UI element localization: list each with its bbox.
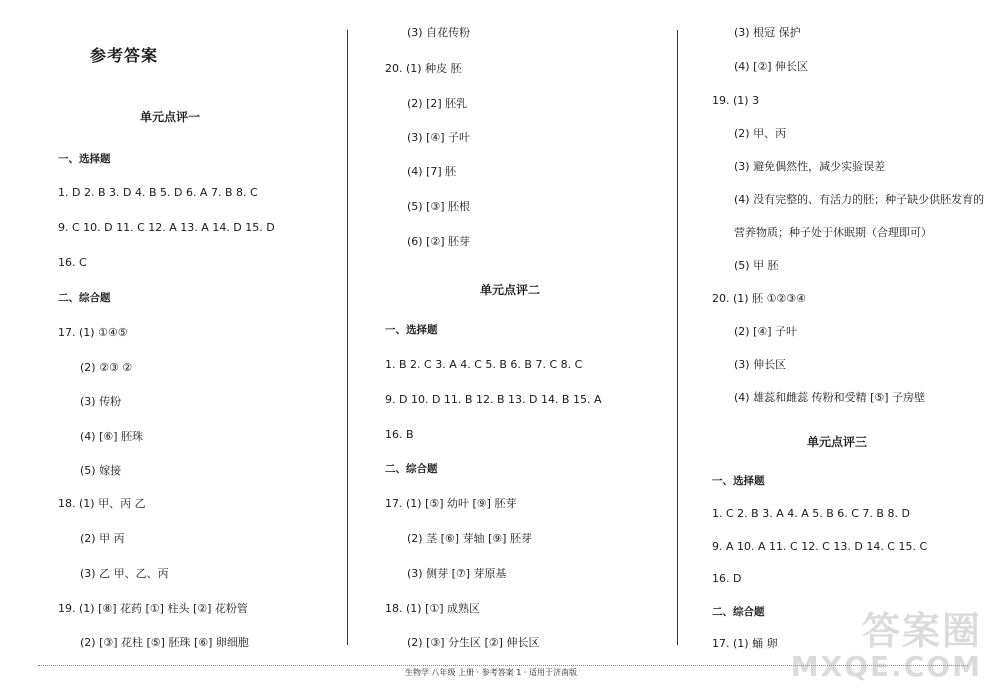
answer-line: (4) [⑥] 胚珠 — [80, 430, 144, 443]
answer-line: (2) 甲 丙 — [80, 532, 125, 545]
section-heading: 二、综合题 — [712, 606, 765, 618]
answer-line: 18. (1) 甲、丙 乙 — [58, 497, 146, 510]
answer-column-2 — [385, 0, 665, 660]
page-footer: 生物学 八年级 上册 · 参考答案 1 · 适用于济南版 — [405, 668, 577, 677]
answer-line: (4) [7] 胚 — [407, 165, 457, 178]
section-heading: 一、选择题 — [712, 475, 765, 487]
answer-line: 1. C 2. B 3. A 4. A 5. B 6. C 7. B 8. D — [712, 507, 910, 520]
section-heading: 二、综合题 — [385, 463, 438, 475]
answer-line: (3) 避免偶然性，减少实验误差 — [734, 160, 886, 173]
answer-line: 16. B — [385, 428, 414, 441]
unit-heading: 单元点评一 — [140, 110, 201, 124]
answer-line: (3) 自花传粉 — [407, 26, 471, 39]
column-divider — [347, 30, 348, 645]
answer-line: 17. (1) 蛹 卵 — [712, 637, 778, 650]
answer-line: 9. C 10. D 11. C 12. A 13. A 14. D 15. D — [58, 221, 275, 234]
answer-line: 20. (1) 胚 ①②③④ — [712, 292, 807, 305]
section-heading: 一、选择题 — [385, 324, 438, 336]
answer-line: (6) [②] 胚芽 — [407, 235, 471, 248]
answer-column-3 — [712, 0, 985, 660]
answer-line: (3) 传粉 — [80, 395, 122, 408]
answer-line: 19. (1) 3 — [712, 94, 760, 107]
answer-line: (4) 没有完整的、有活力的胚；种子缺少供胚发育的 — [734, 193, 985, 206]
answer-line: 营养物质；种子处于休眠期（合理即可） — [734, 226, 932, 239]
section-heading: 二、综合题 — [58, 292, 111, 304]
answer-line: 1. B 2. C 3. A 4. C 5. B 6. B 7. C 8. C — [385, 358, 583, 371]
answer-line: 16. C — [58, 256, 87, 269]
answer-line: (3) 侧芽 [⑦] 芽原基 — [407, 567, 507, 580]
answer-line: 18. (1) [①] 成熟区 — [385, 602, 481, 615]
answer-line: (2) 甲、丙 — [734, 127, 787, 140]
answer-line: (3) 伸长区 — [734, 358, 787, 371]
watermark-logo — [790, 600, 982, 690]
answer-line: 9. A 10. A 11. C 12. C 13. D 14. C 15. C — [712, 540, 928, 553]
answer-line: (4) [②] 伸长区 — [734, 60, 809, 73]
watermark-url: MXQE.COM — [790, 650, 982, 683]
answer-column-1 — [58, 0, 338, 660]
watermark-text: 答案圈 — [861, 609, 982, 653]
unit-heading: 单元点评二 — [480, 283, 541, 297]
answer-line: (2) [③] 分生区 [②] 伸长区 — [407, 636, 540, 649]
answer-line: (2) ②③ ② — [80, 361, 133, 374]
unit-heading: 单元点评三 — [807, 435, 868, 449]
answer-line: 20. (1) 种皮 胚 — [385, 62, 462, 75]
answer-line: 1. D 2. B 3. D 4. B 5. D 6. A 7. B 8. C — [58, 186, 258, 199]
page-title: 参考答案 — [90, 46, 159, 65]
answer-line: (4) 雄蕊和雌蕊 传粉和受精 [⑤] 子房壁 — [734, 391, 926, 404]
answer-line: (3) 乙 甲、乙、丙 — [80, 567, 169, 580]
answer-line: 17. (1) [⑤] 幼叶 [⑨] 胚芽 — [385, 497, 517, 510]
answer-line: (3) [④] 子叶 — [407, 131, 471, 144]
answer-line: (5) 嫁接 — [80, 464, 122, 477]
answer-line: 16. D — [712, 572, 742, 585]
section-heading: 一、选择题 — [58, 153, 111, 165]
answer-line: (2) [2] 胚乳 — [407, 97, 468, 110]
answer-line: (2) [③] 花柱 [⑤] 胚珠 [⑥] 卵细胞 — [80, 636, 249, 649]
answer-line: (2) 茎 [⑥] 芽轴 [⑨] 胚芽 — [407, 532, 532, 545]
answer-line: 19. (1) [⑧] 花药 [①] 柱头 [②] 花粉管 — [58, 602, 248, 615]
column-divider — [677, 30, 678, 645]
answer-line: 17. (1) ①④⑤ — [58, 326, 128, 339]
answer-line: 9. D 10. D 11. B 12. B 13. D 14. B 15. A — [385, 393, 602, 406]
answer-line: (3) 根冠 保护 — [734, 26, 801, 39]
answer-line: (5) 甲 胚 — [734, 259, 779, 272]
answer-line: (5) [③] 胚根 — [407, 200, 471, 213]
answer-line: (2) [④] 子叶 — [734, 325, 798, 338]
